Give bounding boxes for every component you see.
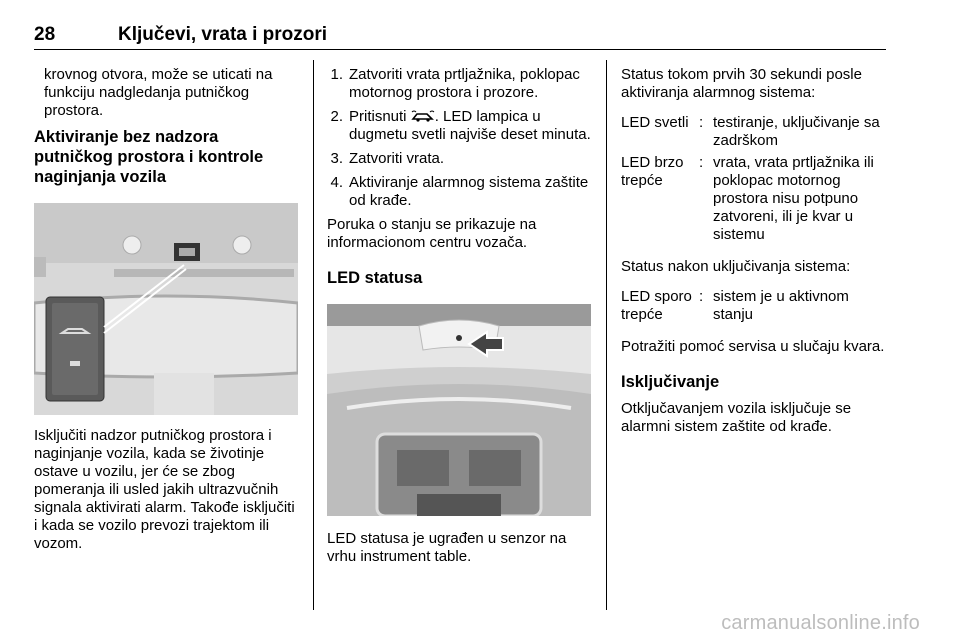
car-tilt-icon xyxy=(411,109,435,123)
mirror-button-figure xyxy=(34,203,298,415)
led-caption: LED statusa je ugrađen u senzor na vrhu instrument table. xyxy=(327,530,567,565)
status-message-text: Poruka o stanju se prikazuje na informacionom centru vozača. xyxy=(327,216,537,251)
chapter-title: Ključevi, vrata i prozori xyxy=(118,24,328,45)
list-item: 1. Zatvoriti vrata prtljažnika, poklopac motornog prostora i prozore. xyxy=(330,66,580,101)
status-intro: Status tokom prvih 30 sekundi posle aktiviranja alarmnog sistema: xyxy=(621,66,862,101)
list-item: 3. Zatvoriti vrata. xyxy=(330,150,445,167)
column-right xyxy=(621,66,891,436)
status-row: LED svetli : testiranje, uključivanje sa zadrškom xyxy=(621,114,880,149)
service-note: Potražiti pomoć servisa u slučaju kvara. xyxy=(621,338,885,355)
deactivation-heading: Isključivanje xyxy=(621,373,720,391)
led-dashboard-figure xyxy=(327,304,591,516)
column-left xyxy=(34,66,300,553)
activation-steps xyxy=(327,66,595,210)
status-row: LED brzo trepće : vrata, vrata prtljažnika ili poklopac motornog prostora nisu potpuno zatvoreni, ili je kvar u sistemu xyxy=(621,154,874,243)
led-heading: LED statusa xyxy=(327,269,423,287)
mirror-illustration xyxy=(34,203,298,415)
list-item: 4. Aktiviranje alarmnog sistema zaštite od krađe. xyxy=(330,174,589,209)
deactivation-text: Otključavanjem vozila isključuje se alarmni sistem zaštite od krađe. xyxy=(621,400,852,435)
column-middle xyxy=(327,66,595,566)
deactivate-body: Isključiti nadzor putničkog prostora i naginjanje vozila, kada se životinje ostave u vozilu, jer će se zbog pomeranja ili usled jakih ultrazvučnih signala aktivirati alarm. Takođe isključiti i kada se vozilo prevozi trajektom ili vozom. xyxy=(34,427,295,552)
page-header xyxy=(34,10,886,50)
dashboard-illustration xyxy=(327,304,591,516)
column-divider xyxy=(313,60,314,610)
watermark: carmanualsonline.info xyxy=(721,612,920,634)
section-heading-deactivate: Aktiviranje bez nadzora putničkog prostora i kontrole naginjanja vozila xyxy=(34,128,264,186)
list-item: 2. Pritisnuti . LED lampica u dugmetu svetli najviše deset minuta. xyxy=(330,108,591,143)
status-row: LED sporo trepće : sistem je u aktivnom stanju xyxy=(621,288,849,323)
intro-text: krovnog otvora, može se uticati na funkciju nadgledanja putničkog prostora. xyxy=(44,66,273,119)
status-after-intro: Status nakon uključivanja sistema: xyxy=(621,258,851,275)
page-number: 28 xyxy=(34,24,56,45)
column-divider xyxy=(606,60,607,610)
